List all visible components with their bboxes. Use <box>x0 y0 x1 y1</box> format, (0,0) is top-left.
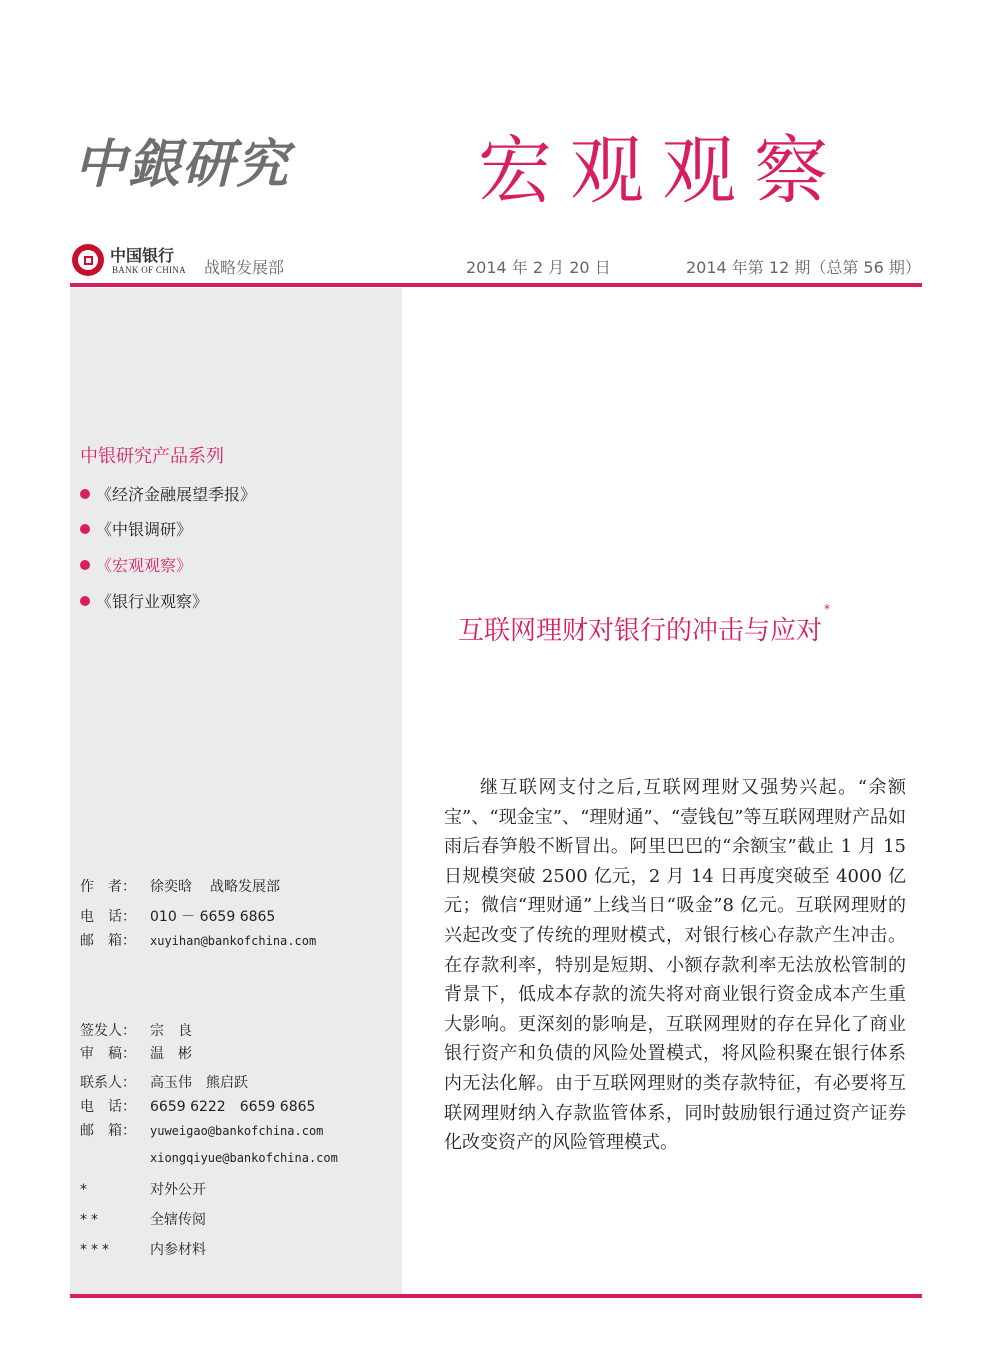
product-item: 《中银调研》 <box>80 517 192 540</box>
article-title: 互联网理财对银行的冲击与应对* <box>458 602 831 646</box>
bullet-icon <box>80 489 90 499</box>
contact-email-row: 邮 箱： yuweigao@bankofchina.com <box>80 1123 324 1139</box>
bullet-icon <box>80 596 90 606</box>
sidebar-panel <box>70 288 402 1294</box>
bullet-icon <box>80 560 90 570</box>
footnote-mark: * <box>824 602 831 616</box>
level-row: * 对外公开 <box>80 1182 206 1198</box>
level-row: ** 全辖传阅 <box>80 1212 206 1228</box>
author-row: 作 者： 徐奕晗 战略发展部 <box>80 879 280 895</box>
signer-row: 签发人： 宗 良 <box>80 1023 192 1039</box>
series-title: 宏观观察 <box>478 128 846 214</box>
product-item-current: 《宏观观察》 <box>80 553 192 576</box>
product-item: 《经济金融展望季报》 <box>80 482 256 505</box>
article-abstract: 继互联网支付之后,互联网理财又强势兴起。“余额宝”、“现金宝”、“理财通”、“壹钱包”等互联网理财产品如雨后春笋般不断冒出。阿里巴巴的“余额宝”截止 1 月 15 日规模突破 2500 亿元，2 月 14 日再度突破至 4000 亿元；微信“理财通”上线当日“吸金”8 亿元。互联网理财的兴起改变了传统的理财模式，对银行核心存款产生冲击。在存款利率，特别是短期、小额存款利率无法放松管制的背景下，低成本存款的流失将对商业银行资金成本产生重大影响。更深刻的影响是，互联网理财的存在异化了商业银行资产和负债的风险处置模式，将风险积聚在银行体系内无法化解。由于互联网理财的类存款特征，有必要将互联网理财纳入存款监管体系，同时鼓励银行通过资产证券化改变资产的风险管理模式。 <box>444 777 906 1154</box>
issue-date: 2014 年 2 月 20 日 <box>466 258 611 277</box>
author-phone-row: 电 话： 010 － 6659 6865 <box>80 909 276 925</box>
footer-divider <box>70 1294 922 1298</box>
level-row: *** 内参材料 <box>80 1242 206 1258</box>
contact-row: 联系人： 高玉伟 熊启跃 <box>80 1075 248 1091</box>
bullet-icon <box>80 524 90 534</box>
bank-name-en: BANK OF CHINA <box>112 265 186 275</box>
issue-number: 2014 年第 12 期（总第 56 期） <box>686 258 921 277</box>
contact-phone-row: 电 话： 6659 6222 6659 6865 <box>80 1099 316 1115</box>
reviewer-row: 审 稿： 温 彬 <box>80 1046 192 1062</box>
department-label: 战略发展部 <box>204 258 285 277</box>
products-title: 中银研究产品系列 <box>80 446 224 467</box>
contact-email-row-2: xiongqiyue@bankofchina.com <box>150 1151 338 1165</box>
product-item: 《银行业观察》 <box>80 589 208 612</box>
header-divider <box>70 283 922 287</box>
author-email-row: 邮 箱： xuyihan@bankofchina.com <box>80 933 317 949</box>
bank-of-china-emblem-icon <box>72 244 104 276</box>
bank-name-cn: 中国银行 <box>110 246 175 265</box>
brand-logo: 中銀研究 <box>74 134 291 195</box>
